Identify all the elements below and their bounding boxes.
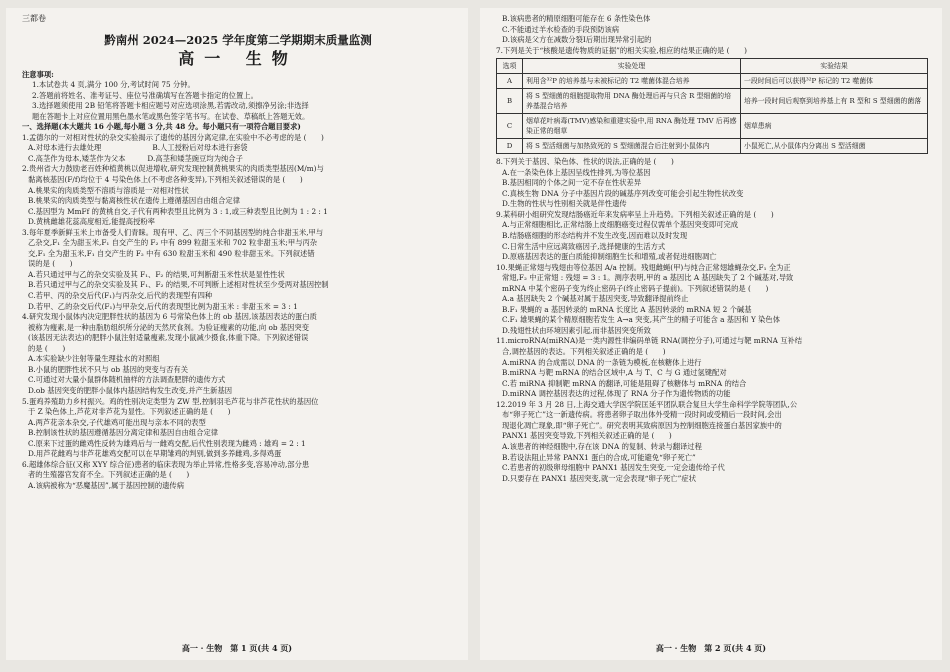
answer-option: C.原来下过蛋的雌鸡性反转为雄鸡后与一雌鸡交配,后代性别表现为雌鸡 : 雄鸡 = 2 : 1 <box>28 438 306 448</box>
answer-option: C.若 miRNA 抑制靶 mRNA 的翻译,可能是阻碍了核糖体与 mRNA 的结合 <box>502 378 747 388</box>
answer-option: D.miRNA 调控基因表达的过程,体现了 RNA 分子作为遗传物质的功能 <box>502 389 731 399</box>
question-text: 者的生殖器官发育不全。下列叙述正确的是 ( ) <box>28 470 190 480</box>
question-list <box>496 157 928 484</box>
note-item: 1.本试卷共 4 页,满分 100 分,考试时间 75 分钟。 <box>32 80 195 90</box>
question-stem: 7.下列是关于“核酸是遗传物质的证据”的相关实验,相应的结果正确的是 ( ) <box>496 45 747 55</box>
table-cell: 烟草花叶病毒(TMV)感染和重建实验中,用 RNA 酶处理 TMV 后再感染正常的烟草 <box>523 114 741 139</box>
question-stem: 2.贵州省大力鼓励老百姓种植黄桃以促进增收,研究发现控制黄桃果实的肉质类型基因(M/m)与 <box>22 164 324 174</box>
answer-option: B.控制该性状的基因遵循基因分离定律和基因自由组合定律 <box>28 428 219 438</box>
table-cell: C <box>497 114 523 139</box>
table-cell: B <box>497 89 523 114</box>
question-text: mRNA 中某个密码子变为终止密码子(终止密码子提前)。下列叙述错误的是 ( ) <box>502 283 769 293</box>
question-text: 的是 ( ) <box>28 343 66 353</box>
question-text: 误的是 ( ) <box>28 259 73 269</box>
answer-option: A.若只通过甲与乙的杂交实验及其 F₁、F₂ 的结果,可判断甜玉米性状是显性性状 <box>28 269 285 279</box>
note-item: 3.选择题须使用 2B 铅笔将答题卡相应题号对应选项涂黑,若需改动,须擦净另涂;非选择 <box>32 101 309 111</box>
notes-heading: 注意事项: <box>22 69 54 79</box>
table-cell: 培养一段时间后观察到培养基上有 R 型和 S 型细菌的菌落 <box>741 89 928 114</box>
answer-option: B.miRNA 与靶 mRNA 的结合区域中,A 与 T、C 与 G 通过氢键配对 <box>502 368 727 378</box>
answer-option: C.基因型为 MmFf 的黄桃自交,子代有两种表型且比例为 3 : 1,或三种表型且比例为 1 : 2 : 1 <box>28 206 328 216</box>
answer-option: D.原癌基因表达的蛋白质能抑制细胞生长和增殖,或者促进细胞凋亡 <box>502 252 717 262</box>
table-header: 实验结果 <box>741 59 928 74</box>
note-item: 题在答题卡上对应位置用黑色墨水笔或黑色签字笔书写。在试卷、草稿纸上答题无效。 <box>32 111 310 121</box>
subject-title: 高一 生物 <box>178 48 298 68</box>
question-stem: 6.超雄体综合征(又称 XYY 综合征)患者的临床表现为举止异常,性格多变,容易冲动,部分患 <box>22 459 310 469</box>
page-2-content <box>496 14 928 636</box>
experiment-table <box>496 58 928 154</box>
answer-option: C.若甲、丙的杂交后代(F₁)与丙杂交,后代的表现型有四种 <box>28 291 213 301</box>
answer-option: D.用芦花雌鸡与非芦花雄鸡交配可以在早期雏鸡的判别,做到多养雌鸡,多得鸡蛋 <box>28 449 282 459</box>
answer-option: A.对母本进行去雄处理 B.人工授粉后对母本进行套袋 <box>28 143 248 153</box>
question-stem: 3.每年夏季新鲜玉米上市备受人们青睐。现有甲、乙、丙三个不同基因型的纯合非甜玉米,甲与 <box>22 227 324 237</box>
question-stem: 1.孟德尔的一对相对性状的杂交实验揭示了遗传的基因分离定律,在实验中不必考虑的是 ( ) <box>22 132 324 142</box>
answer-option: D.生物的性状与性别相关就是伴性遗传 <box>502 199 627 209</box>
question-stem: 8.下列关于基因、染色体、性状的说法,正确的是 ( ) <box>496 157 674 167</box>
table-row <box>497 89 928 114</box>
exam-page-2 <box>480 8 942 660</box>
table-cell: 小鼠死亡,从小鼠体内分离出 S 型活细菌 <box>741 139 928 154</box>
question-stem: 12.2019 年 3 月 28 日,上海交通大学医学院匡延平团队联合复旦大学生命科学学院等团队,公 <box>496 399 798 409</box>
answer-option: D.残翅性状由环境因素引起,而非基因突变所致 <box>502 325 651 335</box>
answer-option: C.不能通过羊水检查的手段预防该病 <box>502 24 620 34</box>
answer-option: C.可通过对大量小鼠群体随机抽样的方法调查肥胖的遗传方式 <box>28 375 226 385</box>
table-row <box>497 139 928 154</box>
answer-option: B.小鼠的肥胖性状不只与 ob 基因的突变与否有关 <box>28 364 189 374</box>
answer-option: C.高茎作为母本,矮茎作为父本 D.高茎和矮茎豌豆均为纯合子 <box>28 153 243 163</box>
answer-option: B.结肠癌细胞的形态结构并不发生改变,因而难以及时发现 <box>502 231 688 241</box>
exam-page-1 <box>6 8 468 660</box>
answer-option: A.本实验缺少注射等量生理盐水的对照组 <box>28 354 160 364</box>
answer-option: B.桃果实的肉质类型与黏离核性状在遗传上遵循基因自由组合定律 <box>28 196 240 206</box>
table-cell: 利用含³²P 的培养基与未被标记的 T2 噬菌体混合培养 <box>523 74 741 89</box>
answer-option: A.桃果实的肉质类型不溶质与溶质是一对相对性状 <box>28 185 189 195</box>
answer-option: D.该病是父方在减数分裂Ⅰ后期出现异常引起的 <box>502 35 652 45</box>
answer-option: A.在一条染色体上基因呈线性排列,为等位基因 <box>502 167 651 177</box>
paper-tag: 三都卷 <box>22 14 46 23</box>
question-text: 被称为瘦素,是一种由脂肪组织所分泌的天然厌食剂。为验证瘦素的功能,向 ob 基因突变 <box>28 322 310 332</box>
answer-option: A.该病被称为“恶魔基因”,属于基因控制的遗传病 <box>28 480 185 490</box>
table-row <box>497 114 928 139</box>
question-text: 于 Z 染色体上,芦花对非芦花为显性。下列叙述正确的是 ( ) <box>28 407 231 417</box>
answer-option: D.黄桃雌雄花蕊高度相近,能提高授粉率 <box>28 217 155 227</box>
note-item: 2.答题前将姓名、准考证号、座位号准确填写在答题卡指定的位置上。 <box>32 90 258 100</box>
answer-option: C.F₁ 雄果蝇的某个精原细胞若发生 A→a 突变,其产生的精子可能含 a 基因和 Y 染色体 <box>502 315 780 325</box>
question-stem: 5.蛋鸡养殖助力乡村振兴。鸡的性别决定类型为 ZW 型,控制羽毛芦花与非芦花性状的基因位 <box>22 396 319 406</box>
answer-option: A.该患者的神经细胞中,存在该 DNA 的复制、转录与翻译过程 <box>502 441 702 451</box>
section-heading: 一、选择题(本大题共 16 小题,每小题 3 分,共 48 分。每小题只有一项符合题目要求) <box>22 122 301 132</box>
answer-option: A.miRNA 的合成需以 DNA 的一条链为模板,在核糖体上进行 <box>502 357 702 367</box>
answer-option: C.日常生活中应远离致癌因子,选择健康的生活方式 <box>502 241 666 251</box>
table-cell: 将 S 型细菌的细胞提取物用 DNA 酶处理后再与只含 R 型细菌的培养基混合培养 <box>523 89 741 114</box>
question-stem: 9.某科研小组研究发现结肠癌近年来发病率呈上升趋势。下列相关叙述正确的是 ( ) <box>496 209 774 219</box>
page-1-content <box>22 14 454 636</box>
question-text: 乙杂交,F₁ 全为甜玉米,F₁ 自交产生的 F₂ 中有 899 粒甜玉米和 702 粒非甜玉米;甲与丙杂 <box>28 238 318 248</box>
question-text: (该基因无法表达)的肥胖小鼠注射适量瘦素,发现小鼠减少摄食,体重下降。下列叙述错误 <box>28 333 309 343</box>
question-list <box>22 133 454 492</box>
answer-option: D.若甲、乙的杂交后代(F₁)与甲杂交,后代的表现型比例为甜玉米 : 非甜玉米 = 3 : 1 <box>28 301 298 311</box>
table-cell: 将 S 型活细菌与加热致死的 S 型细菌混合后注射到小鼠体内 <box>523 139 741 154</box>
answer-option: B.F₁ 果蝇的 a 基因转录的 mRNA 长度比 A 基因转录的 mRNA 短 2 个碱基 <box>502 304 752 314</box>
answer-option: B.该病患者的精原细胞可能存在 6 条性染色体 <box>502 14 651 23</box>
question-text: 合,调控基因的表达。下列相关叙述正确的是 ( ) <box>502 347 666 357</box>
table-header: 选项 <box>497 59 523 74</box>
page-footer: 高一 · 生物 第 1 页(共 4 页) <box>181 643 293 653</box>
answer-option: C.真核生物 DNA 分子中基因片段的碱基序列改变可能会引起生物性状改变 <box>502 188 744 198</box>
question-stem: 4.研究发现小鼠体内决定肥胖性状的基因为 6 号常染色体上的 ob 基因,该基因表达的蛋白质 <box>22 312 317 322</box>
question-list <box>496 14 928 56</box>
answer-option: A.a 基因缺失 2 个碱基对属于基因突变,导致翻译提前终止 <box>502 294 689 304</box>
question-stem: 11.microRNA(miRNA)是一类内源性非编码单链 RNA(调控分子),可通过与靶 mRNA 互补结 <box>496 336 803 346</box>
answer-option: A.与正常细胞相比,正常结肠上皮细胞癌变过程仅需单个基因突变即可完成 <box>502 220 739 230</box>
question-text: 交,F₁ 全为甜玉米,F₁ 自交产生的 F₂ 中有 630 粒甜玉米和 490 粒非甜玉米。下列叙述错 <box>28 248 315 258</box>
table-cell: 一段时间后可以获得³²P 标记的 T2 噬菌体 <box>741 74 928 89</box>
answer-option: B.若设法阻止异常 PANX1 蛋白的合成,可能避免“卵子死亡” <box>502 452 696 462</box>
table-cell: 烟草患病 <box>741 114 928 139</box>
answer-option: D.只要存在 PANX1 基因突变,就一定会表现“卵子死亡”症状 <box>502 473 696 483</box>
question-text: 黏离核基因(F/f)均位于 4 号染色体上(不考虑各种变异),下列相关叙述错误的是 ( ) <box>28 175 303 185</box>
question-text: 现退化凋亡现象,即“卵子死亡”。研究表明其致病原因为控制细胞连接蛋白基因家族中的 <box>502 420 782 430</box>
question-text: 常翅,F₂ 中正常翅 : 残翅 = 3 : 1。测序表明,甲的 a 基因比 A 基因缺失了 2 个碱基对,导致 <box>502 273 794 283</box>
answer-option: C.若患者的初级卵母细胞中 PANX1 基因发生突变,一定会遗传给子代 <box>502 463 725 473</box>
question-text: 布“卵子死亡”这一新遗传病。将患者卵子取出体外受精一段时间或受精后一段时间,会出 <box>502 410 782 420</box>
table-header-row <box>497 59 928 74</box>
answer-option: A.两芦花亲本杂交,子代雄鸡可能出现与亲本不同的表型 <box>28 417 206 427</box>
answer-option: B.若只通过甲与乙的杂交实验及其 F₁、F₂ 的结果,不可判断上述相对性状至少受两对基因控制 <box>28 280 329 290</box>
page-footer: 高一 · 生物 第 2 页(共 4 页) <box>655 643 767 653</box>
answer-option: D.ob 基因突变的肥胖小鼠体内基因结构发生改变,并产生新基因 <box>28 385 233 395</box>
table-cell: D <box>497 139 523 154</box>
table-header: 实验处理 <box>523 59 741 74</box>
exam-title: 黔南州 2024—2025 学年度第二学期期末质量监测 <box>104 32 372 47</box>
question-text: PANX1 基因突变导致,下列相关叙述正确的是 ( ) <box>502 431 672 441</box>
question-stem: 10.果蝇正常翅与残翅由等位基因 A/a 控制。残翅雌蝇(甲)与纯合正常翅雄蝇杂交,F₁ 全为正 <box>496 262 791 272</box>
table-cell: A <box>497 74 523 89</box>
answer-option: B.基因相同的个体之间一定不存在性状差异 <box>502 178 642 188</box>
table-row <box>497 74 928 89</box>
